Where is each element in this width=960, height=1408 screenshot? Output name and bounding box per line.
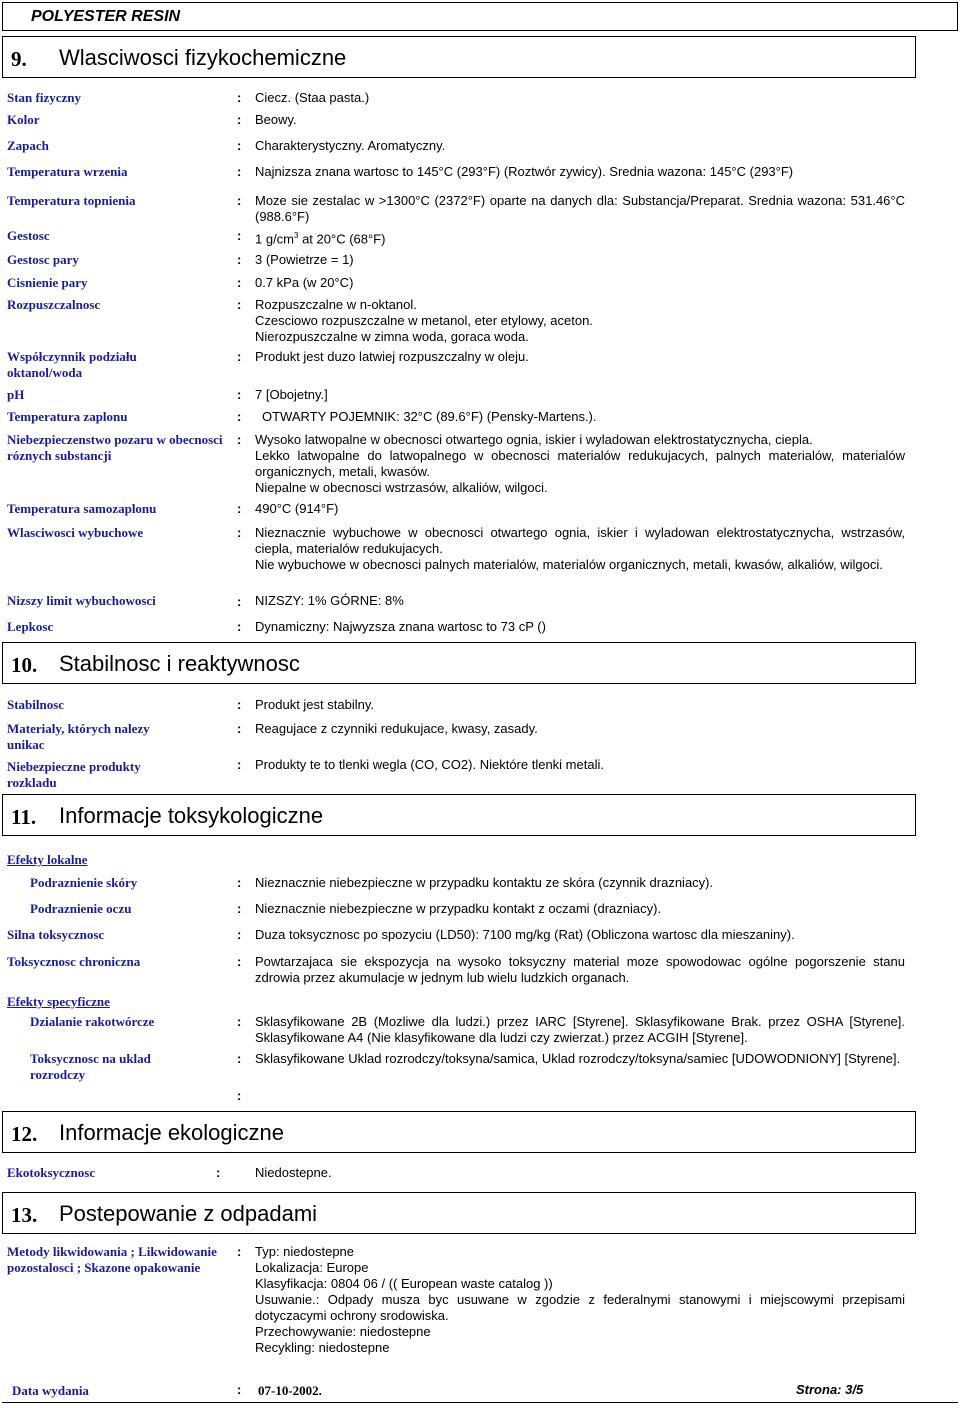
section-title: Wlasciwosci fizykochemiczne — [59, 45, 347, 70]
label-cisnienie-pary: Cisnienie pary — [7, 275, 88, 290]
value-toksycznosc-uklad-rozrodczy: Sklasyfikowane Uklad rozrodczy/toksyna/samica, Uklad rozrodczy/toksyna/samiec [UDOWODNIONY] [Styrene]. — [255, 1051, 901, 1066]
section-title: Postepowanie z odpadami — [59, 1201, 318, 1226]
value-podraznienie-skory: Nieznacznie niebezpieczne w przypadku kontaktu ze skóra (czynnik drazniacy). — [255, 875, 714, 890]
text-line: Nieznacznie wybuchowe w obecnosci otwartego ognia, iskier i wyladowan elektrostatycznycha, wstrzasów, ciepla, materialów redukujacych. — [255, 525, 905, 556]
text-line: Usuwanie.: Odpady musza byc usuwane w zgodzie z federalnymi stanowymi i miejscowymi przepisami dotyczacymi ochrony srodowiska. — [255, 1292, 905, 1323]
colon: : — [216, 1165, 221, 1180]
colon: : — [237, 619, 242, 634]
label-materialy-unikac: Materialy, których nalezy unikac — [7, 721, 150, 752]
text-line: Czesciowo rozpuszczalne w metanol, eter etylowy, aceton. — [255, 313, 593, 328]
label-podraznienie-oczu: Podraznienie oczu — [30, 901, 132, 916]
value-ekotoksycznosc: Niedostepne. — [255, 1165, 332, 1180]
value-wlasciwosci-wybuchowe — [255, 525, 905, 573]
label-wlasciwosci-wybuchowe: Wlasciwosci wybuchowe — [7, 525, 144, 540]
footer-issue-date: 07-10-2002. — [258, 1383, 322, 1398]
colon: : — [237, 138, 242, 153]
colon: : — [237, 1382, 242, 1397]
footer-issue-date-label: Data wydania — [12, 1383, 89, 1398]
value-gestosc-pary: 3 (Powietrze = 1) — [255, 252, 354, 267]
label-produkty-rozkladu: Niebezpieczne produkty rozkladu — [7, 759, 141, 790]
colon: : — [237, 193, 242, 208]
label-nizszy-limit-wybuchowosci: Nizszy limit wybuchowosci — [7, 593, 156, 608]
section-title: Informacje ekologiczne — [59, 1120, 285, 1145]
colon: : — [237, 297, 242, 312]
text-line: Wysoko latwopalne w obecnosci otwartego ognia, iskier i wyladowan elektrostatycznycha, ciepla. — [255, 432, 813, 447]
colon: : — [237, 349, 242, 364]
label-zapach: Zapach — [7, 138, 49, 153]
section-13-header — [2, 1192, 916, 1234]
label-temperatura-samozaplonu: Temperatura samozaplonu — [7, 501, 157, 516]
section-title: Stabilnosc i reaktywnosc — [59, 651, 300, 676]
colon: : — [237, 432, 242, 447]
colon: : — [237, 875, 242, 890]
colon: : — [237, 901, 242, 916]
text-line: Nierozpuszczalne w zimna woda, goraca woda. — [255, 329, 529, 344]
product-title: POLYESTER RESIN — [31, 8, 181, 25]
section-11-header — [2, 794, 916, 836]
value-rozpuszczalnosc — [255, 297, 905, 345]
label-niebezpieczenstwo-pozaru: Niebezpieczenstwo pozaru w obecnosci róznych substancji — [7, 432, 223, 463]
section-12-header — [2, 1111, 916, 1153]
colon: : — [237, 387, 242, 402]
label-gestosc-pary: Gestosc pary — [7, 252, 79, 267]
section-number: 9. — [11, 47, 27, 71]
colon: : — [237, 409, 242, 424]
value-stabilnosc: Produkt jest stabilny. — [255, 697, 374, 712]
label-wspolczynnik-podzialu: Współczynnik podziału oktanol/woda — [7, 349, 137, 380]
label-temperatura-wrzenia: Temperatura wrzenia — [7, 164, 128, 179]
value-temperatura-wrzenia: Najnizsza znana wartosc to 145°C (293°F) (Roztwór zywicy). Srednia wazona: 145°C (293°F) — [255, 164, 794, 179]
document-header — [2, 2, 958, 31]
text-line: Rozpuszczalne w n-oktanol. — [255, 297, 417, 312]
label-ekotoksycznosc: Ekotoksycznosc — [7, 1165, 96, 1180]
value-cisnienie-pary: 0.7 kPa (w 20°C) — [255, 275, 354, 290]
label-lepkosc: Lepkosc — [7, 619, 54, 634]
value-wspolczynnik-podzialu: Produkt jest duzo latwiej rozpuszczalny w oleju. — [255, 349, 529, 364]
value-kolor: Beowy. — [255, 112, 297, 127]
section-9-header — [2, 36, 916, 78]
section-title: Informacje toksykologiczne — [59, 803, 324, 828]
colon: : — [237, 757, 242, 772]
value-podraznienie-oczu: Nieznacznie niebezpieczne w przypadku kontakt z oczami (drazniacy). — [255, 901, 662, 916]
text-line: Recykling: niedostepne — [255, 1340, 390, 1355]
subheading-efekty-specyficzne: Efekty specyficzne — [7, 994, 110, 1009]
section-number: 10. — [11, 653, 38, 677]
colon: : — [237, 1088, 242, 1103]
text-line: Typ: niedostepne — [255, 1244, 355, 1259]
footer-divider — [2, 1402, 958, 1403]
text-line: Przechowywanie: niedostepne — [255, 1324, 431, 1339]
section-number: 13. — [11, 1203, 38, 1227]
value-gestosc: 1 $g/cm^3$ at 20°C (68°F) — [255, 231, 386, 247]
colon: : — [237, 90, 242, 105]
value-silna-toksycznosc: Duza toksycznosc po spozyciu (LD50): 7100 mg/kg (Rat) (Obliczona wartosc dla mieszaniny). — [255, 927, 795, 942]
colon: : — [237, 594, 242, 609]
text-line: Nie wybuchowe w obecnosci palnych materialów, materialów organicznych, metali, kwasów, alkaliów, wilgoci. — [255, 557, 883, 572]
value-stan-fizyczny: Ciecz. (Staa pasta.) — [255, 90, 370, 105]
label-toksycznosc-chroniczna: Toksycznosc chroniczna — [7, 954, 141, 969]
label-toksycznosc-uklad-rozrodczy: Toksycznosc na uklad rozrodczy — [30, 1051, 151, 1082]
value-materialy-unikac: Reagujace z czynniki redukujace, kwasy, zasady. — [255, 721, 538, 736]
text-line: Klasyfikacja: 0804 06 / (( European waste catalog )) — [255, 1276, 553, 1291]
label-dzialanie-rakotworcze: Dzialanie rakotwórcze — [30, 1014, 155, 1029]
value-zapach: Charakterystyczny. Aromatyczny. — [255, 138, 446, 153]
text-line: Niepalne w obecnosci wstrzasów, alkaliów, wilgoci. — [255, 480, 548, 495]
label-podraznienie-skory: Podraznienie skóry — [30, 875, 138, 890]
colon: : — [237, 1051, 242, 1066]
label-temperatura-topnienia: Temperatura topnienia — [7, 193, 136, 208]
text-line: Lokalizacja: Europe — [255, 1260, 369, 1275]
colon: : — [237, 1244, 242, 1259]
section-number: 12. — [11, 1122, 38, 1146]
footer-page-number: Strona: 3/5 — [796, 1382, 864, 1397]
value-toksycznosc-chroniczna: Powtarzajaca sie ekspozycja na wysoko toksyczny material moze spowodowac ogólne pogorszenie stanu zdrowia przez akumulacje w jednym lub wielu ludzkich organach. — [255, 954, 905, 985]
text-line: Lekko latwopalne do latwopalnego w obecnosci materialów redukujacych, palnych materialów, materialów organicznych, metali, kwasów. — [255, 448, 905, 479]
label-rozpuszczalnosc: Rozpuszczalnosc — [7, 297, 101, 312]
colon: : — [237, 954, 242, 969]
section-number: 11. — [11, 805, 37, 829]
label-kolor: Kolor — [7, 112, 40, 127]
value-niebezpieczenstwo-pozaru — [255, 432, 905, 496]
colon: : — [237, 501, 242, 516]
label-stan-fizyczny: Stan fizyczny — [7, 90, 82, 105]
label-silna-toksycznosc: Silna toksycznosc — [7, 927, 105, 942]
colon: : — [237, 927, 242, 942]
value-temperatura-topnienia: Moze sie zestalac w >1300°C (2372°F) oparte na danych dla: Substancja/Preparat. Srednia wazona: 531.46°C (988.6°F) — [255, 193, 905, 224]
colon: : — [237, 697, 242, 712]
value-dzialanie-rakotworcze: Sklasyfikowane 2B (Mozliwe dla ludzi.) przez IARC [Styrene]. Sklasyfikowane Brak. przez OSHA [Styrene]. Sklasyfikowane A4 (Nie klasyfikowane dla ludzi czy zwierzat.) przez ACGIH [Styrene]. — [255, 1014, 905, 1045]
subheading-efekty-lokalne: Efekty lokalne — [7, 852, 88, 867]
value-ph: 7 [Obojetny.] — [255, 387, 328, 402]
value-temperatura-zaplonu: OTWARTY POJEMNIK: 32°C (89.6°F) (Pensky-Martens.). — [262, 409, 597, 424]
colon: : — [237, 1014, 242, 1029]
colon: : — [237, 228, 242, 243]
colon: : — [237, 252, 242, 267]
section-10-header — [2, 642, 916, 684]
label-gestosc: Gestosc — [7, 228, 50, 243]
colon: : — [237, 721, 242, 736]
value-nizszy-limit-wybuchowosci: NIZSZY: 1% GÓRNE: 8% — [255, 593, 404, 608]
colon: : — [237, 275, 242, 290]
value-produkty-rozkladu: Produkty te to tlenki wegla (CO, CO2). Niektóre tlenki metali. — [255, 757, 604, 772]
colon: : — [237, 112, 242, 127]
colon: : — [237, 525, 242, 540]
value-lepkosc: Dynamiczny: Najwyzsza znana wartosc to 73 cP () — [255, 619, 546, 634]
colon: : — [237, 164, 242, 179]
label-metody-likwidowania: Metody likwidowania ; Likwidowanie pozostalosci ; Skazone opakowanie — [7, 1244, 217, 1275]
value-temperatura-samozaplonu: 490°C (914°F) — [255, 501, 339, 516]
label-temperatura-zaplonu: Temperatura zaplonu — [7, 409, 128, 424]
label-ph: pH — [7, 387, 25, 402]
label-stabilnosc: Stabilnosc — [7, 697, 65, 712]
value-metody-likwidowania — [255, 1244, 905, 1356]
